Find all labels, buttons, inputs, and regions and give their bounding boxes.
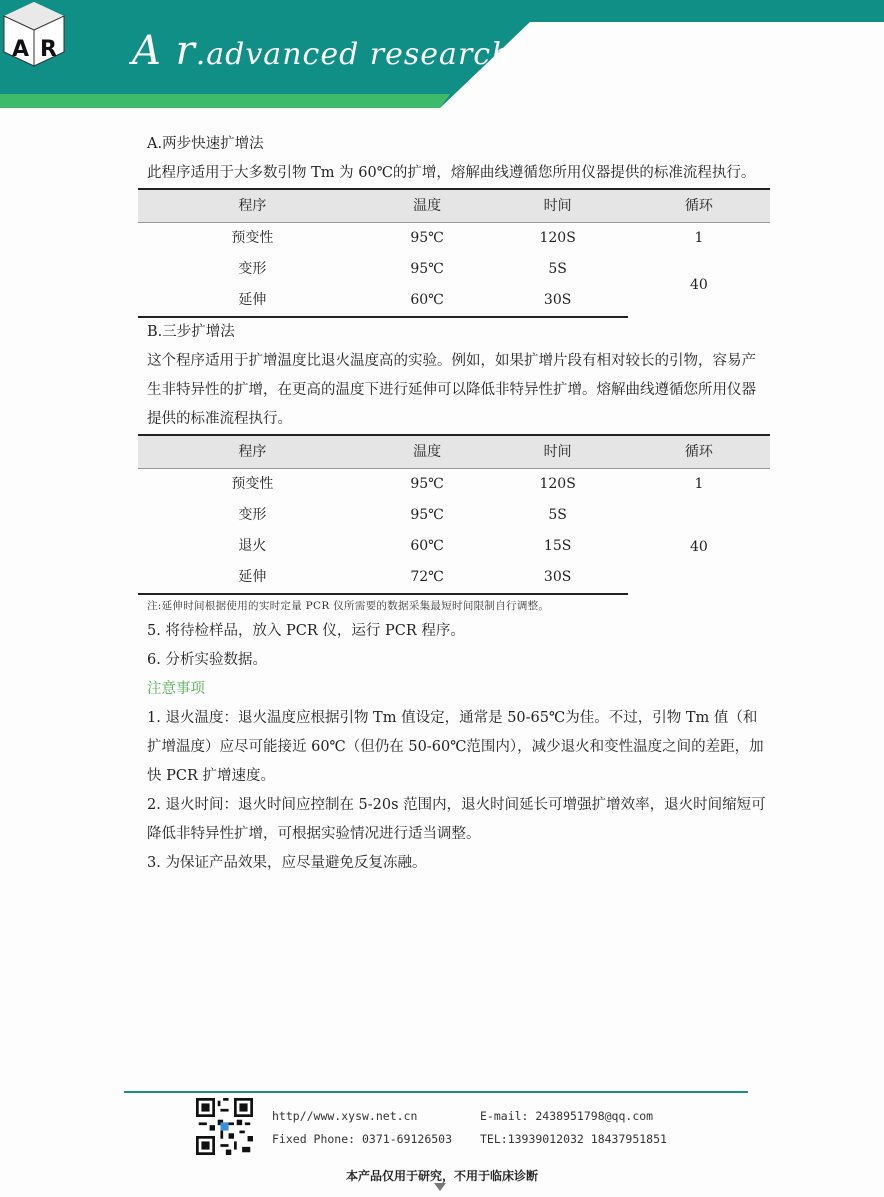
header-program: 程序: [138, 435, 367, 469]
footer-website[interactable]: http//www.xysw.net.cn: [272, 1109, 418, 1123]
table-row: [138, 223, 770, 255]
cell-temp: 60℃: [367, 285, 488, 317]
footer-disclaimer: 本产品仅用于研究，不用于临床诊断: [345, 1169, 538, 1183]
cell-temp: 72℃: [367, 562, 488, 594]
section-a-description: 此程序适用于大多数引物 Tm 为 60℃的扩增，熔解曲线遵循您所用仪器提供的标准流程执行。: [147, 165, 756, 181]
step-5: 5. 将待检样品，放入 PCR 仪，运行 PCR 程序。: [147, 623, 465, 639]
ar-cube-logo: [0, 0, 68, 68]
document-body: [147, 130, 769, 878]
caution-3: 3. 为保证产品效果，应尽量避免反复冻融。: [147, 855, 427, 871]
cell-cycle-merged: 40: [690, 538, 708, 555]
table-header-row: [138, 189, 770, 223]
cell-cycle: 1: [694, 230, 704, 246]
cell-cycle-merged: 40: [690, 277, 708, 293]
table-note: 注:延伸时间根据使用的实时定量 PCR 仪所需要的数据采集最短时间限制自行调整。: [147, 600, 550, 612]
cell-time: 5S: [548, 261, 567, 277]
cell-step: 预变性: [231, 230, 274, 246]
table-row: [138, 254, 770, 285]
caution-1: 1. 退火温度：退火温度应根据引物 Tm 值设定，通常是 50-65℃为佳。不过，引物 Tm 值（和扩增温度）应尽可能接近 60℃（但仍在 50-60℃范围内），减少退火和变性温度之间的差距，加快 PCR 扩增速度。: [147, 710, 764, 784]
cell-temp: 95℃: [410, 230, 444, 246]
three-step-table: [138, 434, 770, 595]
cell-step: 延伸: [138, 562, 367, 594]
cell-step: 延伸: [138, 285, 367, 317]
caution-2: 2. 退火时间：退火时间应控制在 5-20s 范围内，退火时间延长可增强扩增效率，退火时间缩短可降低非特异性扩增，可根据实验情况进行适当调整。: [147, 797, 766, 842]
step-6: 6. 分析实验数据。: [147, 652, 267, 668]
cell-step: 预变性: [231, 476, 274, 492]
cell-step: 变形: [238, 507, 267, 523]
cell-cycle: 1: [694, 476, 704, 492]
cautions-title: 注意事项: [147, 681, 205, 697]
section-b-title: B.三步扩增法: [147, 324, 235, 340]
section-a-title: A.两步快速扩增法: [147, 136, 264, 152]
cell-temp: 95℃: [410, 261, 444, 277]
qr-code-icon: [196, 1098, 253, 1155]
cell-time: 30S: [487, 285, 627, 317]
cell-time: 15S: [543, 538, 572, 554]
brand-name: [132, 28, 511, 74]
header-time: 时间: [487, 189, 627, 223]
cell-temp: 95℃: [410, 507, 444, 523]
cell-time: 30S: [487, 562, 627, 594]
footer-divider: [124, 1091, 748, 1093]
header-temp: 温度: [367, 189, 488, 223]
brand-big: A r: [132, 28, 196, 74]
header-temp: 温度: [367, 435, 488, 469]
table-row: [138, 469, 770, 501]
header-banner: [0, 0, 884, 108]
cell-time: 120S: [539, 476, 576, 492]
section-b-description: 这个程序适用于扩增温度比退火温度高的实验。例如，如果扩增片段有相对较长的引物，容易产生非特异性的扩增，在更高的温度下进行延伸可以降低非特异性扩增。熔解曲线遵循您所用仪器提供的标准流程执行。: [147, 353, 756, 427]
cell-temp: 60℃: [410, 538, 444, 554]
footer-phone: Fixed Phone: 0371-69126503: [272, 1132, 453, 1146]
header-program: 程序: [138, 189, 367, 223]
table-header-row: [138, 435, 770, 469]
table-row: [138, 500, 770, 531]
cell-time: 5S: [548, 507, 567, 523]
footer-email[interactable]: E-mail: 2438951798@qq.com: [480, 1109, 654, 1123]
cell-temp: 95℃: [410, 476, 444, 492]
header-time: 时间: [487, 435, 627, 469]
header-cycle: 循环: [628, 189, 770, 223]
brand-small: .advanced research: [195, 37, 512, 72]
two-step-table: [138, 188, 770, 318]
cell-step: 退火: [238, 538, 267, 554]
cell-step: 变形: [238, 261, 267, 277]
scroll-down-arrow-icon: [434, 1183, 446, 1191]
header-cycle: 循环: [628, 435, 770, 469]
footer-tel: TEL:13939012032 18437951851: [480, 1132, 667, 1146]
logo-letter-r: R: [40, 37, 57, 62]
logo-letter-a: A: [12, 37, 30, 62]
cell-time: 120S: [539, 230, 576, 246]
